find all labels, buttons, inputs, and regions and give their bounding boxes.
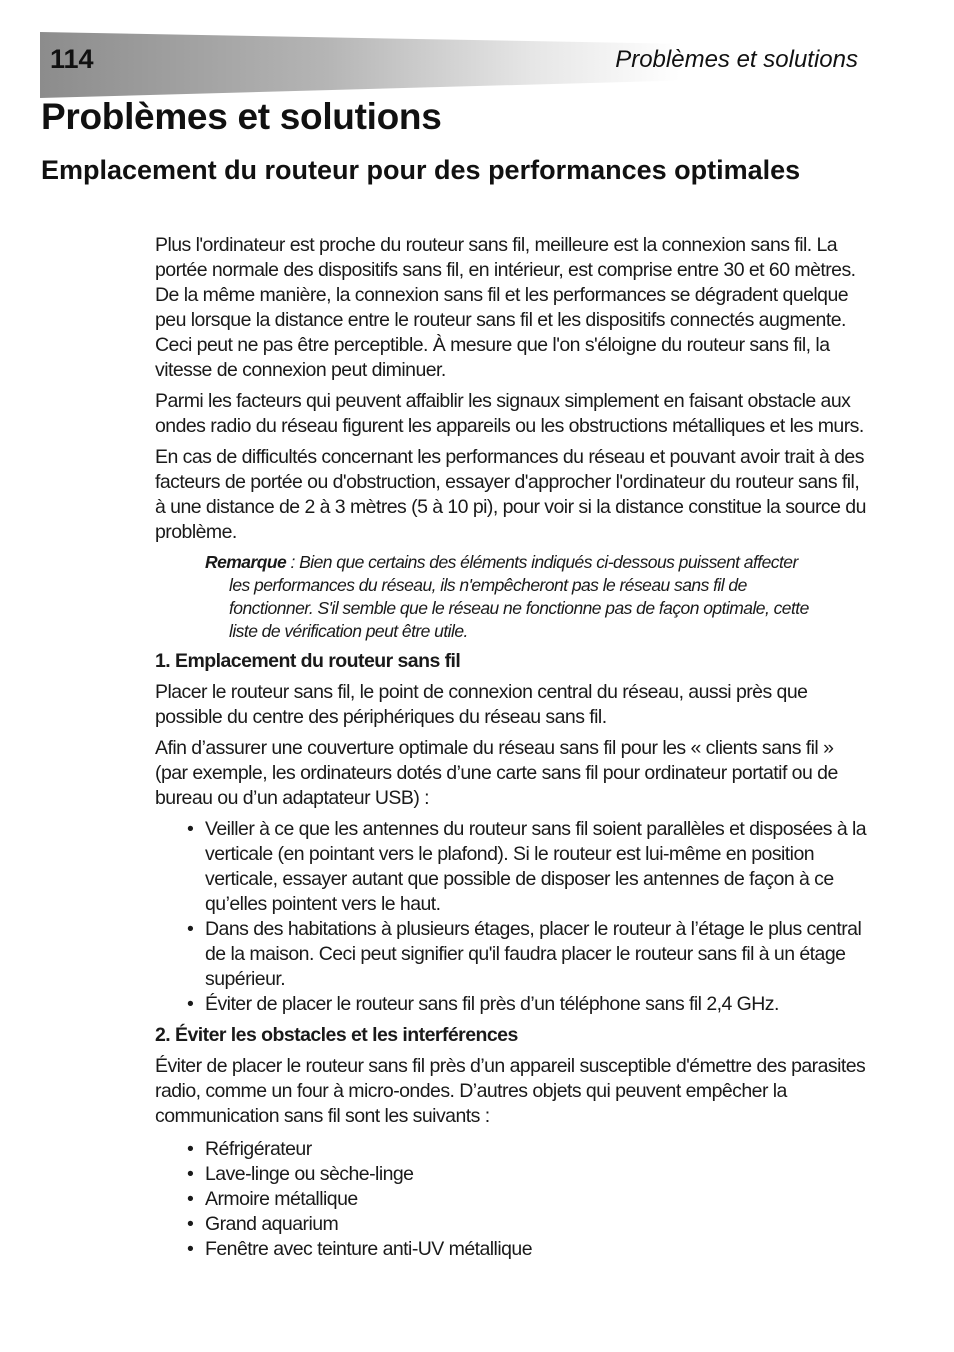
list-item: • Grand aquarium: [205, 1212, 867, 1237]
step1-paragraph-1: Placer le routeur sans fil, le point de connexion central du réseau, aussi près que possible du centre des périphériques du réseau sans fil.: [155, 681, 808, 728]
list-item: • Réfrigérateur: [205, 1137, 867, 1162]
intro-paragraph-3: En cas de difficultés concernant les performances du réseau et pouvant avoir trait à des facteurs de portée ou d'obstruction, essayer d'approcher l'ordinateur du routeur sans fil, à une distance de 2 à 3 mètres (5 à 10 pi), pour voir si la distance constitue la source du problème.: [155, 446, 866, 543]
step2-bullet-list: [155, 1137, 867, 1262]
step2-paragraph: Éviter de placer le routeur sans fil près d’un appareil susceptible d'émettre des parasites radio, comme un four à micro-ondes. D’autres objets qui peuvent empêcher la communication sans fil sont les suivants :: [155, 1055, 866, 1127]
list-item: • Dans des habitations à plusieurs étages, placer le routeur à l’étage le plus central de la maison. Ceci peut signifier qu'il faudra placer le routeur sans fil à un étage supérieur.: [205, 917, 867, 992]
note-label: Remarque: [205, 552, 287, 572]
page-number: 114: [50, 44, 94, 74]
list-item: • Fenêtre avec teinture anti-UV métallique: [205, 1237, 867, 1262]
note: [205, 551, 819, 643]
note-text: : Bien que certains des éléments indiqués ci-dessous puissent affecter les performances du réseau, ils n'empêcheront pas le réseau sans fil de fonctionner. S'il semble que le réseau ne fonctionne pas de façon optimale, cette liste de vérification peut être utile.: [229, 552, 809, 641]
running-title: Problèmes et solutions: [615, 46, 858, 73]
intro-paragraph-1: Plus l'ordinateur est proche du routeur sans fil, meilleure est la connexion sans fil. La portée normale des dispositifs sans fil, en intérieur, est comprise entre 30 et 60 mètres. De la même manière, la connexion sans fil et les performances se dégradent quelque peu lorsque la distance entre le routeur sans fil et les dispositifs connectés augmente. Ceci peut ne pas être perceptible. À mesure que l'on s'éloigne du routeur sans fil, la vitesse de connexion peut diminuer.: [155, 234, 856, 381]
step1-paragraph-2: Afin d’assurer une couverture optimale du réseau sans fil pour les « clients sans fil » (par exemple, les ordinateurs dotés d’une carte sans fil pour ordinateur portatif ou de bureau ou d’un adaptateur USB) :: [155, 737, 838, 809]
body-text: [155, 233, 867, 1268]
list-item: • Éviter de placer le routeur sans fil près d’un téléphone sans fil 2,4 GHz.: [205, 992, 867, 1017]
intro-paragraph-2: Parmi les facteurs qui peuvent affaiblir les signaux simplement en faisant obstacle aux ondes radio du réseau figurent les appareils ou les obstructions métalliques et les murs.: [155, 390, 864, 437]
page-title: Problèmes et solutions: [41, 96, 442, 137]
step1-heading: 1. Emplacement du routeur sans fil: [155, 650, 461, 672]
step1-bullet-list: [155, 817, 867, 1017]
list-item: • Lave-linge ou sèche-linge: [205, 1162, 867, 1187]
list-item: • Armoire métallique: [205, 1187, 867, 1212]
section-title: Emplacement du routeur pour des performances optimales: [41, 155, 801, 185]
list-item: • Veiller à ce que les antennes du routeur sans fil soient parallèles et disposées à la verticale (en pointant vers le plafond). Si le routeur est lui-même en position verticale, essayer autant que possible de disposer les antennes de façon à ce qu’elles pointent vers le haut.: [205, 817, 867, 917]
step2-heading: 2. Éviter les obstacles et les interférences: [155, 1024, 518, 1046]
